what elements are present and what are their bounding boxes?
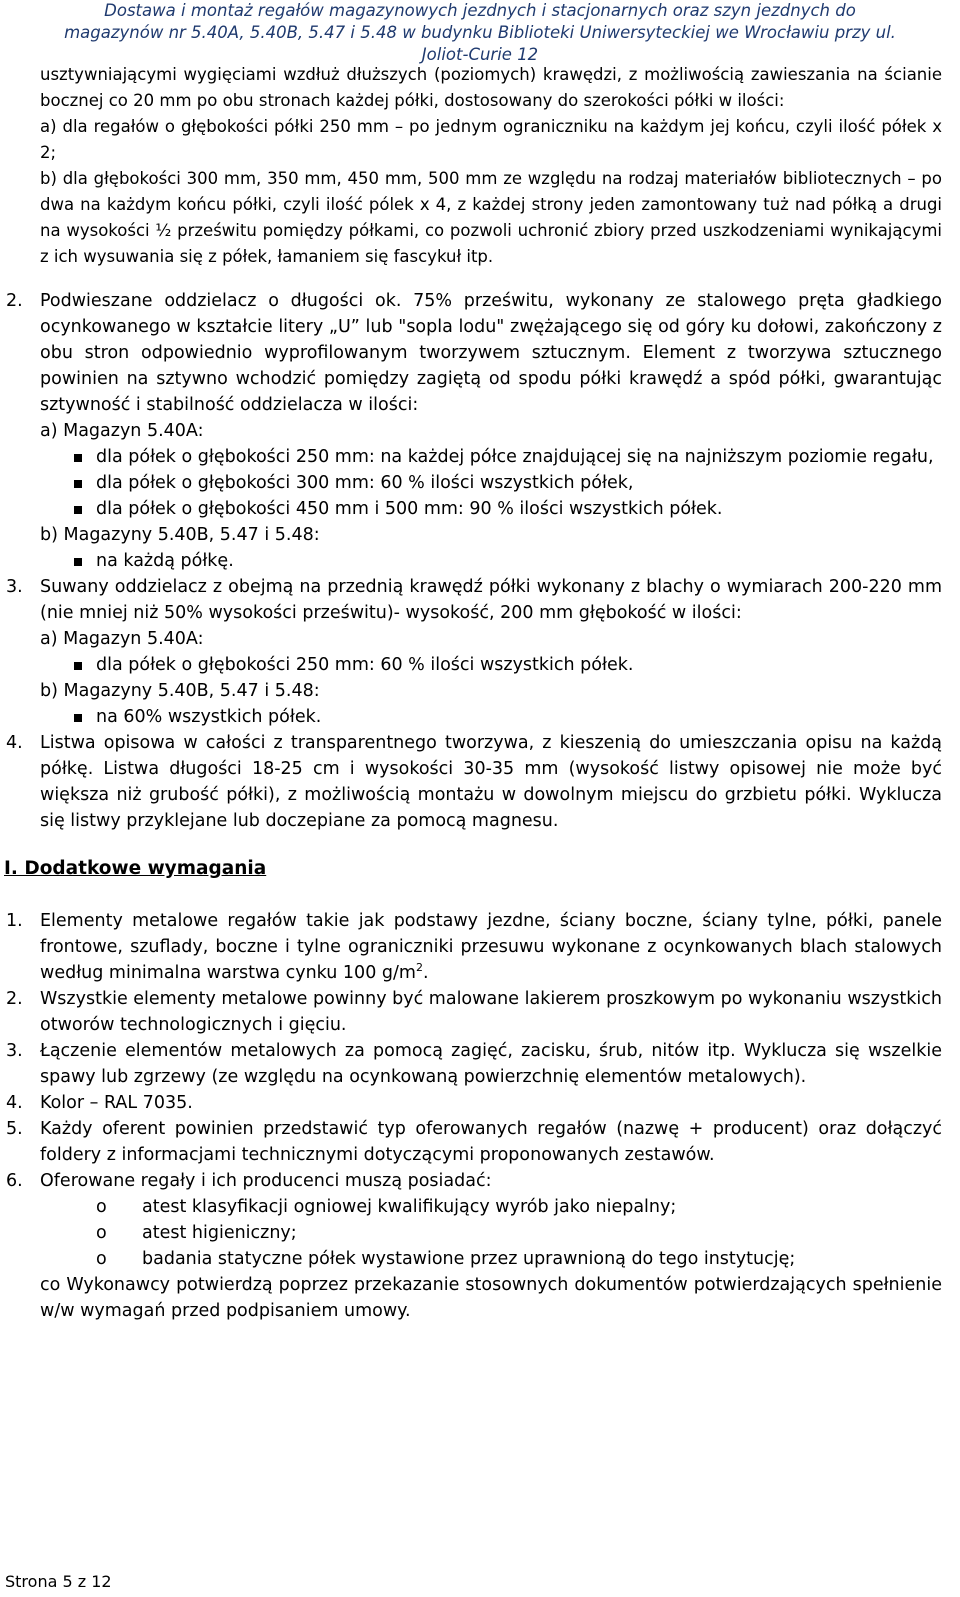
item-2-b-bullet: na każdą półkę. [40, 548, 942, 574]
requirement-6-item: o atest klasyfikacji ogniowej kwalifikujący wyrób jako niepalny; [96, 1197, 677, 1217]
requirement-3: 3. Łączenie elementów metalowych za pomocą zagięć, zacisku, śrub, nitów itp. Wyklucza się wszelkie spawy lub zgrzewy (ze względu na ocynkowaną powierzchnię elementów metalowych). [6, 1038, 942, 1090]
requirement-6: 6. Oferowane regały i ich producenci muszą posiadać: o atest klasyfikacji ogniowej kwalifikujący wyrób jako niepalny; o atest higieniczny; o badania statyczne półek wystawione przez uprawnioną do tego instytucję; [6, 1168, 942, 1272]
item-3-a-bullet: dla półek o głębokości 250 mm: 60 % ilości wszystkich półek. [40, 652, 942, 678]
requirement-1: 1. Elementy metalowe regałów takie jak podstawy jezdne, ściany boczne, ściany tylne, półki, panele frontowe, szuflady, boczne i tylne ograniczniki przesuwu wykonane z ocynkowanych blach stalowych według minimalna warstwa cynku 100 $g/m^2$. [6, 911, 942, 983]
intro-b: b) dla głębokości 300 mm, 350 mm, 450 mm, 500 mm ze względu na rodzaj materiałów bibliotecznych – po dwa na każdym końcu półki, czyli ilość pólek x 4, z każdej strony jeden zamontowany tuż nad półką a drugi na wysokości ½ prześwitu pomiędzy półkami, co pozwoli uchronić zbiory przed uszkodzeniami wynikającymi z ich wysuwania się z półek, łamaniem się fascykuł itp. [40, 169, 942, 266]
item-3-b-bullet: na 60% wszystkich półek. [40, 704, 942, 730]
item-4-number: 4. [6, 733, 23, 753]
requirement-5: 5. Każdy oferent powinien przedstawić typ oferowanych regałów (nazwę + producent) oraz dołączyć foldery z informacjami technicznymi dotyczącymi proponowanych zestawów. [6, 1116, 942, 1168]
header-line-3: Joliot-Curie 12 [421, 45, 539, 64]
requirement-3-text: Łączenie elementów metalowych za pomocą zagięć, zacisku, śrub, nitów itp. Wyklucza się wszelkie spawy lub zgrzewy (ze względu na ocynkowaną powierzchnię elementów metalowych). [40, 1041, 942, 1087]
item-2-a: a) Magazyn 5.40A: [40, 421, 204, 441]
requirement-4-text: Kolor – RAL 7035. [40, 1093, 193, 1113]
item-3-b: b) Magazyny 5.40B, 5.47 i 5.48: [40, 681, 320, 701]
section-heading: I. Dodatkowe wymagania [4, 858, 267, 879]
requirement-2-text: Wszystkie elementy metalowe powinny być malowane lakierem proszkowym po wykonaniu wszystkich otworów technologicznych i gięciu. [40, 989, 942, 1035]
page-number: Strona 5 z 12 [5, 1572, 112, 1591]
item-2-b: b) Magazyny 5.40B, 5.47 i 5.48: [40, 525, 320, 545]
header-line-1: Dostawa i montaż regałów magazynowych jezdnych i stacjonarnych oraz szyn jezdnych do [104, 1, 856, 20]
item-2-text: Podwieszane oddzielacz o długości ok. 75% prześwitu, wykonany ze stalowego pręta gładkiego ocynkowanego w kształcie litery „U” lub "sopla lodu" zwężającego się od góry ku dołowi, zakończony z obu stron odpowiednio wyprofilowanym tworzywem sztucznym. Element z tworzywa sztucznego powinien na sztywno wchodzić pomiędzy zagiętą od spodu półki krawędź a spód półki, gwarantując sztywność i stabilność oddzielacza w ilości: [40, 291, 942, 415]
requirement-1-text: Elementy metalowe regałów takie jak podstawy jezdne, ściany boczne, ściany tylne, półki, panele frontowe, szuflady, boczne i tylne ograniczniki przesuwu wykonane z ocynkowanych blach stalowych według minimalna warstwa cynku 100 g/m [40, 911, 942, 983]
item-3 [6, 574, 942, 730]
item-4 [6, 730, 942, 834]
page-header [20, 0, 940, 66]
intro-text: usztywniającymi wygięciami wzdłuż dłuższych (poziomych) krawędzi, z możliwością zawieszania na ścianie bocznej co 20 mm po obu stronach każdej półki, dostosowany do szerokości półki w ilości: [40, 65, 942, 110]
item-2-a-bullet: dla półek o głębokości 450 mm i 500 mm: 90 % ilości wszystkich półek. [40, 496, 942, 522]
intro-block [40, 62, 942, 270]
item-4-text: Listwa opisowa w całości z transparentnego tworzywa, z kieszenią do umieszczania opisu na każdą półkę. Listwa długości 18-25 cm i wysokości 30-35 mm (wysokość listwy opisowej nie może być większa niż grubość półki), z możliwością montażu w dowolnym miejscu do grzbietu półki. Wyklucza się listwy przyklejane lub doczepiane za pomocą magnesu. [40, 733, 942, 831]
item-3-text: Suwany oddzielacz z obejmą na przednią krawędź półki wykonany z blachy o wymiarach 200-220 mm (nie mniej niż 50% wysokości prześwitu)- wysokość, 200 mm głębokość w ilości: [40, 577, 942, 623]
item-3-a: a) Magazyn 5.40A: [40, 629, 204, 649]
requirement-6-item: o atest higieniczny; [96, 1223, 297, 1243]
closing-text: co Wykonawcy potwierdzą poprzez przekazanie stosownych dokumentów potwierdzających spełnienie w/w wymagań przed podpisaniem umowy. [40, 1275, 942, 1321]
item-2-a-bullet: dla półek o głębokości 300 mm: 60 % ilości wszystkich półek, [40, 470, 942, 496]
header-line-2: magazynów nr 5.40A, 5.40B, 5.47 i 5.48 w budynku Biblioteki Uniwersyteckiej we Wrocławiu przy ul. [64, 23, 896, 42]
item-3-number: 3. [6, 577, 23, 597]
requirement-5-text: Każdy oferent powinien przedstawić typ oferowanych regałów (nazwę + producent) oraz dołączyć foldery z informacjami technicznymi dotyczącymi proponowanych zestawów. [40, 1119, 942, 1165]
item-2 [6, 288, 942, 574]
document-body [4, 62, 942, 1324]
item-2-a-bullet: dla półek o głębokości 250 mm: na każdej półce znajdującej się na najniższym poziomie regału, [40, 444, 942, 470]
requirement-6-item: o badania statyczne półek wystawione przez uprawnioną do tego instytucję; [96, 1249, 796, 1269]
item-2-number: 2. [6, 291, 23, 311]
requirement-4: 4. Kolor – RAL 7035. [6, 1090, 942, 1116]
requirement-2: 2. Wszystkie elementy metalowe powinny być malowane lakierem proszkowym po wykonaniu wszystkich otworów technologicznych i gięciu. [6, 986, 942, 1038]
requirement-6-text: Oferowane regały i ich producenci muszą posiadać: [40, 1171, 492, 1191]
intro-a: a) dla regałów o głębokości półki 250 mm – po jednym ograniczniku na każdym jej końcu, czyli ilość półek x 2; [40, 117, 942, 162]
